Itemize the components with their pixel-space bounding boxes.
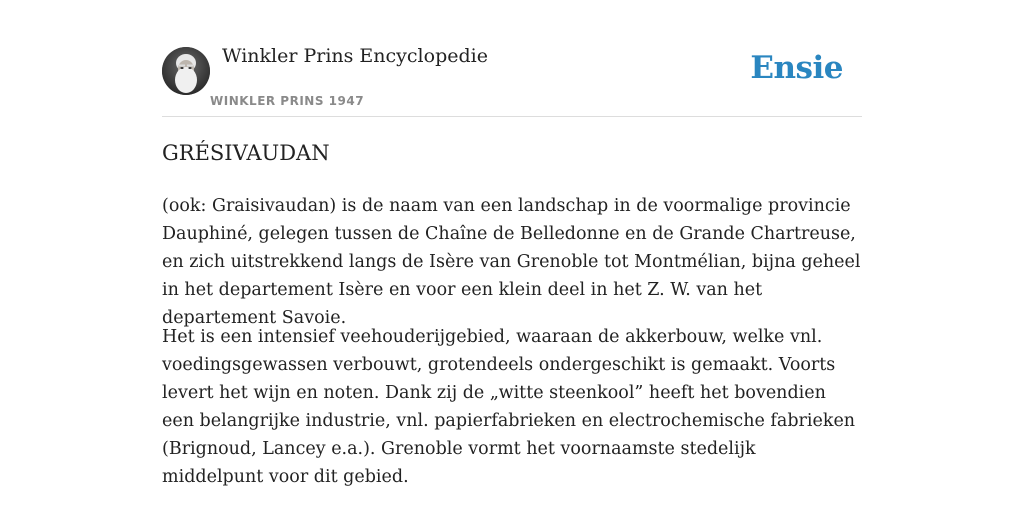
article-paragraph: (ook: Graisivaudan) is de naam van een landschap in de voormalige provincie Dauphiné, gelegen tussen de Chaîne de Belledonne en de Grande Chartreuse, en zich uitstrekkend langs de Isère van Grenoble tot Montmélian, bijna geheel in het departement Isère en voor een klein deel in het Z. W. van het departement Savoie.: [162, 196, 861, 328]
bearded-man-portrait-icon: [162, 47, 210, 95]
avatar[interactable]: [162, 47, 210, 95]
page-container: [162, 0, 862, 487]
brand-logo[interactable]: Ensie: [750, 50, 843, 86]
header: [162, 0, 862, 117]
source-subtitle[interactable]: WINKLER PRINS 1947: [210, 94, 365, 108]
article-title: GRÉSIVAUDAN: [162, 141, 330, 165]
site-title[interactable]: Winkler Prins Encyclopedie: [222, 45, 488, 67]
article-paragraph: Het is een intensief veehouderijgebied, waaraan de akkerbouw, welke vnl. voedingsgewassen verbouwt, grotendeels ondergeschikt is gemaakt. Voorts levert het wijn en noten. Dank zij de „witte steenkool” heeft het bovendien een belangrijke industrie, vnl. papierfabrieken en electrochemische fabrieken (Brignoud, Lancey e.a.). Grenoble vormt het voornaamste stedelijk middelpunt voor dit gebied.: [162, 327, 856, 487]
